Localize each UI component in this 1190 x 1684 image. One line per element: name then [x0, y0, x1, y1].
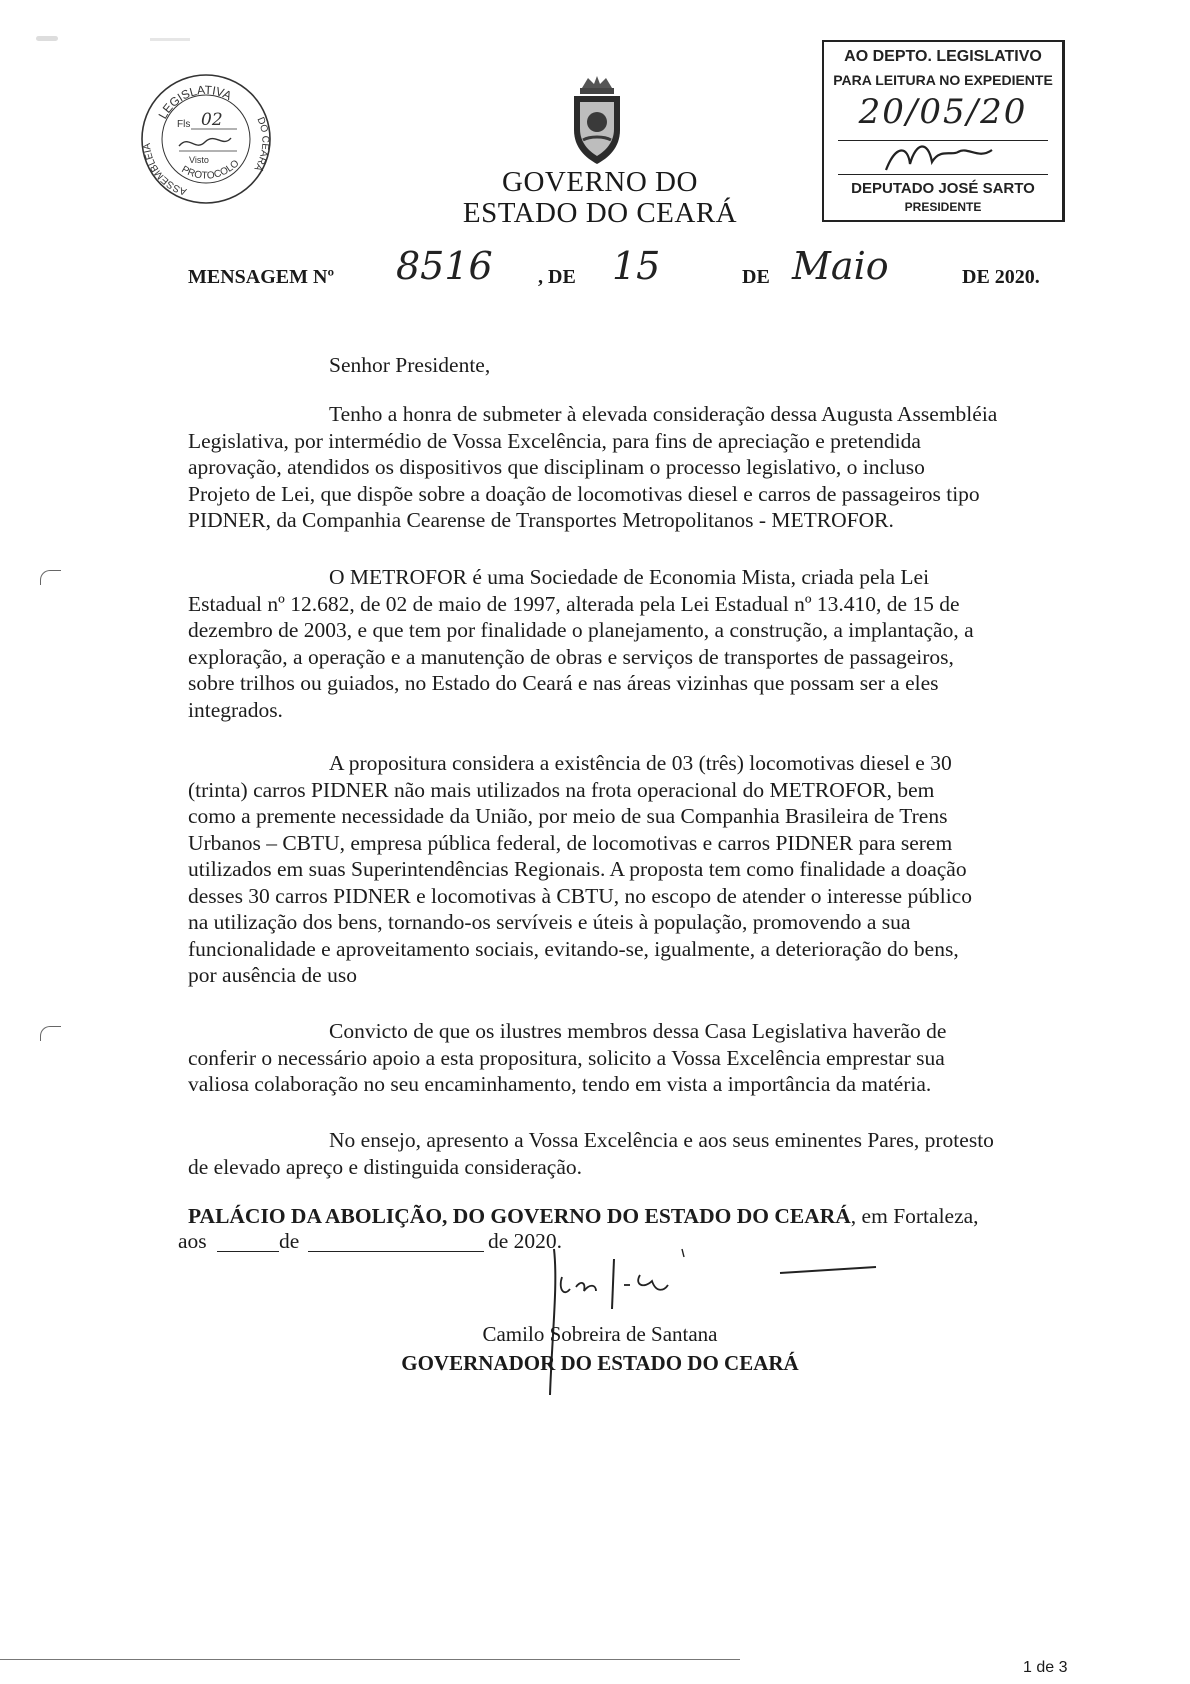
page-number: 1 de 3: [1023, 1659, 1068, 1676]
salutation: [188, 352, 1040, 379]
paragraph-line: Legislativa, por intermédio de Vossa Excelência, para fins de apreciação e pretendida: [188, 428, 921, 453]
paragraph-1: [188, 401, 1040, 534]
closing-day-blank: [217, 1251, 279, 1252]
stamp-line-2: PARA LEITURA NO EXPEDIENTE: [833, 72, 1053, 88]
stamp-fls-label: Fls: [177, 119, 191, 130]
paragraph-5: [188, 1127, 1040, 1180]
stamp-date: 20/05/20: [858, 92, 1028, 132]
paragraph-line: PIDNER, da Companhia Cearense de Transportes Metropolitanos - METROFOR.: [188, 508, 894, 532]
mensagem-year: DE 2020.: [962, 266, 1040, 288]
paragraph-line: Convicto de que os ilustres membros dessa Casa Legislativa haverão de: [329, 1019, 947, 1043]
paragraph-line: O METROFOR é uma Sociedade de Economia Mista, criada pela Lei: [329, 565, 930, 589]
stamp-arc-right: DO CEARÁ: [251, 115, 271, 173]
paragraph-line: Tenho a honra de submeter à elevada consideração dessa Augusta Assembléia: [329, 402, 998, 426]
signatory-name: Camilo Sobreira de Santana: [482, 1322, 718, 1346]
mensagem-label: MENSAGEM Nº: [188, 266, 335, 288]
stamp-fls-value: 02: [201, 110, 223, 130]
footer-rule: [0, 1659, 740, 1660]
closing-aos: aos: [178, 1229, 207, 1253]
margin-mark: [40, 1026, 61, 1041]
paragraph-line: de elevado apreço e distinguida consideração.: [188, 1154, 582, 1179]
stamp-arc-top: LEGISLATIVA: [155, 82, 234, 122]
paragraph-line: conferir o necessário apoio a esta propositura, solicito a Vossa Excelência emprestar sua: [188, 1045, 945, 1070]
mensagem-de-2: DE: [742, 266, 770, 288]
paragraph-line: Estadual nº 12.682, de 02 de maio de 1997, alterada pela Lei Estadual nº 13.410, de 15 de: [188, 591, 960, 616]
paragraph-line: funcionalidade e aproveitamento sociais, evitando-se, igualmente, a deterioração do bens,: [188, 936, 959, 961]
paragraph-line: exploração, a operação e a manutenção de obras e serviços de transportes de passageiros,: [188, 644, 954, 669]
paragraph-line: dezembro de 2003, e que tem por finalidade o planejamento, a construção, a implantação, a: [188, 618, 974, 642]
svg-text:DO CEARÁ: [251, 116, 270, 174]
stamp-arc-left: ASSEMBLEIA: [141, 142, 189, 197]
paragraph-4: [188, 1018, 1040, 1098]
governo-title: GOVERNO DO: [502, 166, 698, 198]
margin-mark: [40, 570, 61, 585]
stamp-rubric: [179, 138, 231, 146]
mensagem-number: 8516: [396, 244, 493, 288]
salutation-text: Senhor Presidente,: [329, 353, 491, 377]
stamp-line-1: AO DEPTO. LEGISLATIVO: [844, 48, 1042, 65]
paragraph-line: A propositura considera a existência de 03 (três) locomotivas diesel e 30: [329, 751, 952, 775]
protocol-stamp: [139, 72, 273, 206]
paragraph-line: aprovação, atendidos os dispositivos que disciplinam o processo legislativo, o incluso: [188, 455, 925, 479]
scan-speck: [150, 38, 190, 41]
closing-place: [188, 1203, 1040, 1230]
stamp-visto-label: Visto: [189, 155, 209, 165]
mensagem-de-1: , DE: [538, 266, 576, 288]
stamp-line-4: PRESIDENTE: [904, 200, 982, 214]
closing-place-rest: , em Fortaleza,: [850, 1204, 979, 1228]
estado-title: ESTADO DO CEARÁ: [462, 197, 738, 229]
ceara-coat-of-arms-icon: [568, 74, 626, 166]
mensagem-month: Maio: [792, 244, 889, 288]
stamp-line-3: DEPUTADO JOSÉ SARTO: [851, 180, 1035, 197]
closing-month-blank: [308, 1251, 484, 1252]
paragraph-2: [188, 564, 1040, 723]
closing-place-bold: PALÁCIO DA ABOLIÇÃO, DO GOVERNO DO ESTADO DO CEARÁ: [188, 1204, 851, 1228]
closing-year: de 2020.: [488, 1229, 563, 1253]
closing-de: de: [279, 1229, 300, 1253]
scan-speck: [36, 36, 58, 41]
paragraph-line: No ensejo, apresento a Vossa Excelência e aos seus eminentes Pares, protesto: [329, 1128, 994, 1152]
paragraph-line: Projeto de Lei, que dispõe sobre a doação de locomotivas diesel e carros de passageiros tipo: [188, 481, 980, 506]
legislative-dispatch-stamp: [822, 40, 1065, 222]
signatory-title: GOVERNADOR DO ESTADO DO CEARÁ: [401, 1351, 799, 1375]
paragraph-line: Urbanos – CBTU, empresa pública federal, de locomotivas e carros PIDNER para serem: [188, 830, 953, 855]
paragraph-line: sobre trilhos ou guiados, no Estado do Ceará e nas áreas vizinhas que possam ser a eles: [188, 671, 939, 695]
paragraph-line: por ausência de uso: [188, 963, 357, 987]
paragraph-line: integrados.: [188, 697, 283, 722]
paragraph-line: utilizados em suas Superintendências Regionais. A proposta tem como finalidade a doação: [188, 857, 967, 881]
stamp-signature: [882, 134, 1012, 178]
paragraph-line: (trinta) carros PIDNER não mais utilizados na frota operacional do METROFOR, bem: [188, 777, 935, 802]
paragraph-line: na utilização dos bens, tornando-os servíveis e úteis à população, promovendo a sua: [188, 910, 911, 934]
paragraph-3: [188, 750, 1040, 989]
paragraph-line: como a premente necessidade da União, por meio de sua Companhia Brasileira de Trens: [188, 804, 948, 828]
paragraph-line: valiosa colaboração no seu encaminhamento, tendo em vista a importância da matéria.: [188, 1072, 932, 1096]
paragraph-line: desses 30 carros PIDNER e locomotivas à CBTU, no escopo de atender o interesse público: [188, 883, 972, 908]
mensagem-day: 15: [612, 244, 661, 288]
stamp-arc-bottom: PROTOCOLO: [179, 158, 242, 182]
